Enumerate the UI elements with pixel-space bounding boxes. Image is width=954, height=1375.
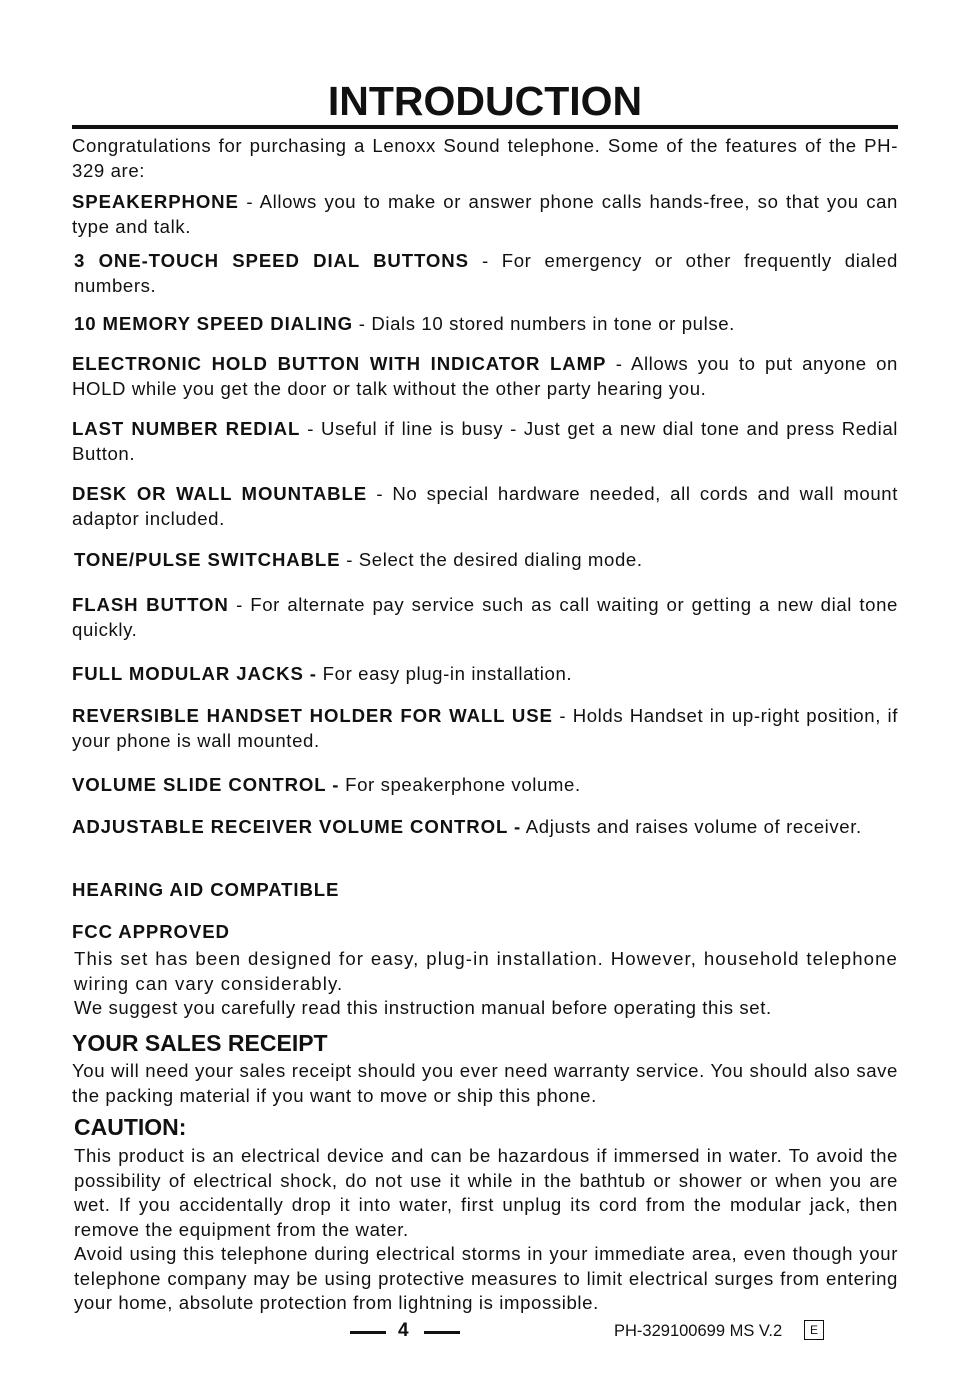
feature-desc: - Allows you to put anyone on HOLD while you get the door or talk without the other party hearing you. — [72, 353, 898, 399]
feature-name: FCC APPROVED — [72, 921, 230, 942]
feature-receiver-volume — [72, 815, 898, 840]
page-number-footer — [350, 1320, 460, 1344]
model-code: PH-329100699 MS V.2 — [614, 1322, 783, 1340]
page-title: INTRODUCTION — [327, 78, 643, 124]
read-manual-note: We suggest you carefully read this instruction manual before operating this set. — [74, 997, 772, 1018]
feature-name: TONE/PULSE SWITCHABLE — [74, 549, 341, 570]
feature-name: HEARING AID COMPATIBLE — [72, 879, 340, 900]
intro-paragraph: Congratulations for purchasing a Lenoxx Sound telephone. Some of the features of the PH-329 are: — [72, 135, 898, 181]
feature-name: DESK OR WALL MOUNTABLE — [72, 483, 368, 504]
language-marker-box: E — [804, 1320, 824, 1340]
feature-desc: - Select the desired dialing mode. — [340, 549, 643, 570]
feature-name: ADJUSTABLE RECEIVER VOLUME CONTROL - — [72, 816, 522, 837]
feature-speakerphone — [72, 190, 898, 239]
feature-name: ELECTRONIC HOLD BUTTON WITH INDICATOR LAMP — [72, 353, 607, 374]
feature-desc: - For emergency or other frequently dialed numbers. — [74, 250, 898, 296]
feature-flash-button — [72, 593, 898, 642]
feature-name: SPEAKERPHONE — [72, 191, 239, 212]
page-number-dash-right — [424, 1331, 460, 1334]
feature-desc: - Useful if line is busy - Just get a new dial tone and press Redial Button. — [72, 418, 899, 464]
feature-modular-jacks — [72, 662, 898, 687]
caution-heading: CAUTION: — [74, 1114, 187, 1140]
installation-note: This set has been designed for easy, plug-in installation. However, household telephone wiring can vary considerably. — [74, 948, 898, 994]
feature-tone-pulse — [74, 548, 898, 573]
feature-fcc-approved — [72, 920, 898, 945]
caution-text-storms: Avoid using this telephone during electrical storms in your immediate area, even though your telephone company may be using protective measures to limit electrical surges from entering your home, absolute protection from lightning is impossible. — [74, 1243, 898, 1313]
feature-name: 10 MEMORY SPEED DIALING — [74, 313, 353, 334]
feature-name: FULL MODULAR JACKS - — [72, 663, 317, 684]
feature-name: FLASH BUTTON — [72, 594, 229, 615]
feature-desc: For easy plug-in installation. — [316, 663, 573, 684]
feature-desc: - Holds Handset in up-right position, if your phone is wall mounted. — [72, 705, 898, 751]
caution-text-water: This product is an electrical device and can be hazardous if immersed in water. To avoid the possibility of electrical shock, do not use it while in the bathtub or shower or when you are wet. If you accidentally drop it into water, first unplug its cord from the modular jack, then remove the equipment from the water. — [74, 1145, 898, 1240]
sales-receipt-text: You will need your sales receipt should you ever need warranty service. You should also save the packing material if you want to move or ship this phone. — [72, 1060, 898, 1106]
feature-name: REVERSIBLE HANDSET HOLDER FOR WALL USE — [72, 705, 553, 726]
feature-desk-wall-mountable — [72, 482, 898, 531]
feature-desc: - Dials 10 stored numbers in tone or pulse. — [353, 313, 735, 334]
feature-desc: - No special hardware needed, all cords and wall mount adaptor included. — [72, 483, 898, 529]
feature-desc: - For alternate pay service such as call waiting or getting a new dial tone quickly. — [72, 594, 898, 640]
feature-desc: For speakerphone volume. — [339, 774, 581, 795]
feature-name: VOLUME SLIDE CONTROL - — [72, 774, 340, 795]
page-number-dash-left — [350, 1331, 386, 1334]
title-rule — [72, 125, 898, 129]
feature-speed-dial-buttons — [74, 249, 898, 298]
feature-desc: Adjusts and raises volume of receiver. — [521, 816, 862, 837]
feature-hold-button — [72, 352, 898, 401]
feature-memory-speed-dialing — [74, 312, 898, 337]
document-page — [72, 0, 898, 1375]
feature-handset-holder — [72, 704, 898, 753]
feature-last-number-redial — [72, 417, 898, 466]
feature-name: LAST NUMBER REDIAL — [72, 418, 301, 439]
page-number: 4 — [398, 1320, 409, 1341]
feature-volume-slide — [72, 773, 898, 798]
sales-receipt-heading: YOUR SALES RECEIPT — [72, 1030, 328, 1056]
feature-name: 3 ONE-TOUCH SPEED DIAL BUTTONS — [74, 250, 469, 271]
feature-hearing-aid — [72, 878, 898, 903]
feature-desc: - Allows you to make or answer phone calls hands-free, so that you can type and talk. — [72, 191, 898, 237]
